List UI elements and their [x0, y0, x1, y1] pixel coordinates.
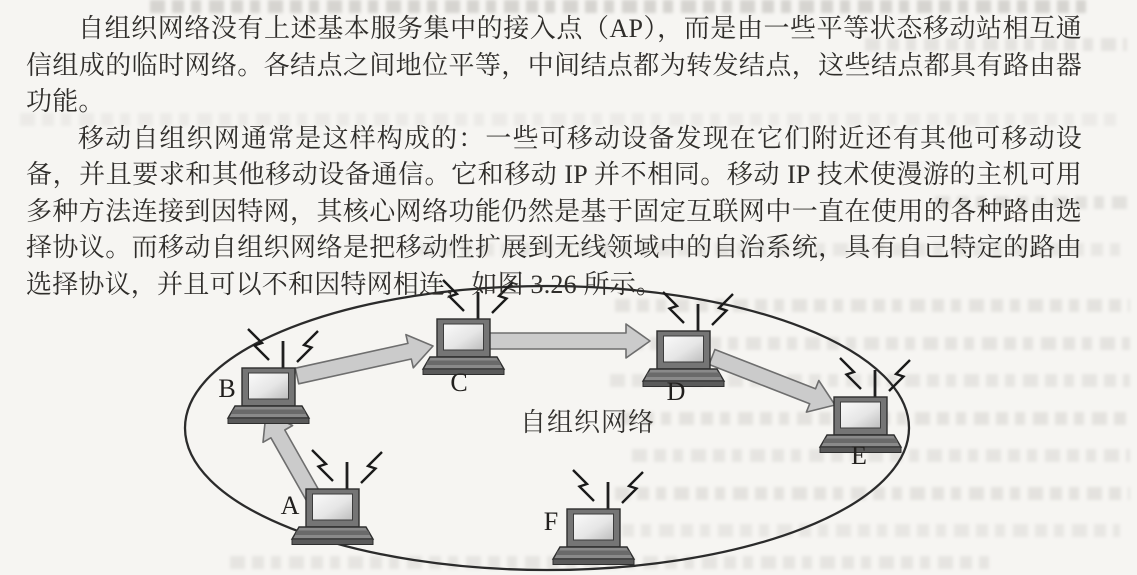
arrow-b-to-c [295, 335, 433, 384]
paragraph-1: 自组织网络没有上述基本服务集中的接入点（AP），而是由一些平等状态移动站相互通信组成的临时网络。各结点之间地位平等，中间结点都为转发结点，这些结点都具有路由器功能。 [26, 14, 1082, 116]
arrow-a-to-b [263, 413, 320, 500]
arrow-c-to-d [489, 324, 650, 358]
laptop-node-a [292, 450, 382, 545]
laptop-node-e [820, 358, 910, 453]
node-label-a: A [280, 491, 300, 520]
node-label-d: D [666, 377, 686, 406]
arrow-d-to-e [709, 350, 835, 413]
node-label-f: F [543, 507, 559, 536]
node-label-c: C [450, 368, 468, 397]
node-label-e: E [851, 441, 867, 470]
laptop-node-d [643, 292, 733, 387]
figure-label: 自组织网络 [520, 408, 656, 437]
paragraph-2: 移动自组织网通常是这样构成的：一些可移动设备发现在它们附近还有其他可移动设备，并且要求和其他移动设备通信。它和移动 IP 并不相同。移动 IP 技术使漫游的主机可用多种方法连接到因特网，其核心网络功能仍然是基于固定互联网中一直在使用的各种路由选择协议。而移动自组织网络是把移动性扩展到无线领域中的自治系统，具有自己特定的路由选择协议，并且可以不和因特网相连，如图 3.26 所示。 [26, 123, 1082, 299]
body-text [26, 11, 1082, 303]
node-label-b: B [218, 374, 236, 403]
laptop-node-f [553, 470, 643, 565]
